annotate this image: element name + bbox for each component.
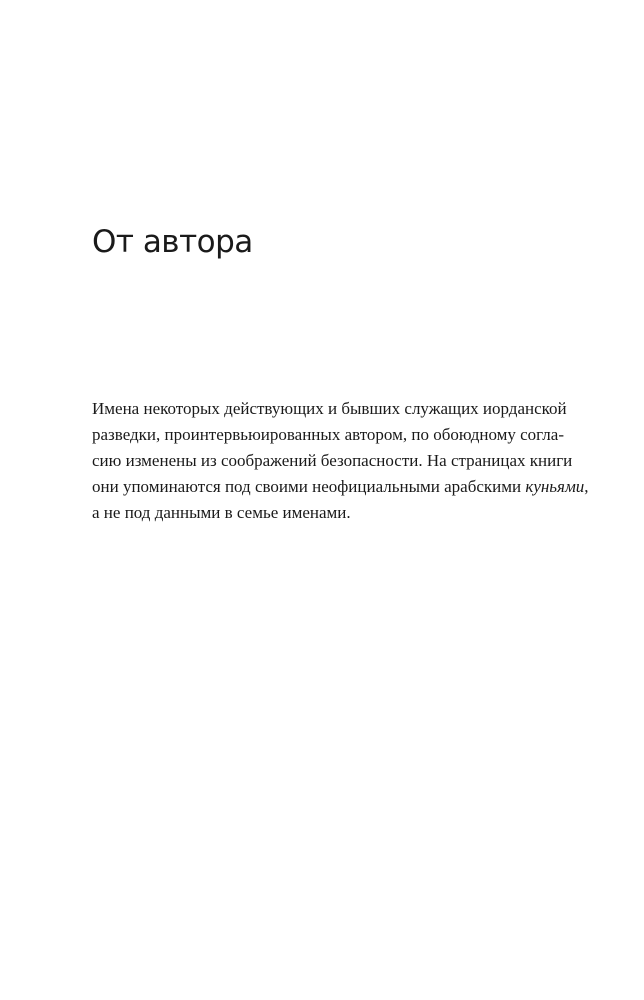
paragraph-line-5: а не под данными в семье именами. [92, 503, 351, 522]
author-note-paragraph [92, 396, 589, 526]
paragraph-line-4-comma: , [584, 477, 589, 496]
paragraph-line-1: Имена некоторых действующих и бывших служащих иорданской [92, 399, 567, 418]
paragraph-line-4 [92, 474, 589, 500]
paragraph-line-2: разведки, проинтервьюированных автором, по обоюдному согла- [92, 425, 564, 444]
chapter-title: От автора [92, 224, 253, 260]
paragraph-line-3: сию изменены из соображений безопасности. На страницах книги [92, 451, 573, 470]
paragraph-line-4-text: они упоминаются под своими неофициальными арабскими [92, 477, 526, 496]
italic-term-kunya: куньями [525, 477, 585, 496]
